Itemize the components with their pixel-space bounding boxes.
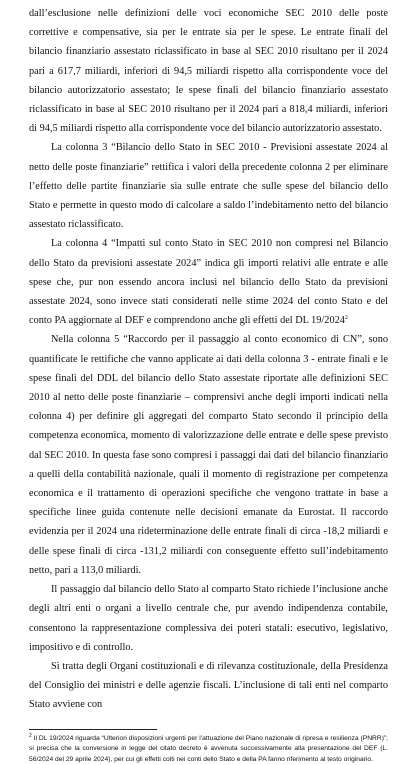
footnote-number: 2 xyxy=(29,732,32,739)
paragraph-3-text: La colonna 4 “Impatti sul conto Stato in SEC 2010 non compresi nel Bilancio dello Stato da previsioni assestate 2024” indica gli importi relativi alle entrate e alle spese che, pur non essendo ancora inclusi nel bilancio dello Stato da previsioni assestate 2024, sono invece stati considerati nelle stime 2024 del conto Stato e del conto PA aggiornate al DEF e comprendono anche gli effetti del DL 19/2024 xyxy=(29,238,388,327)
paragraph-2: La colonna 3 “Bilancio dello Stato in SEC 2010 - Previsioni assestate 2024 al netto delle poste finanziarie” rettifica i valori della precedente colonna 2 per eliminare l’effetto delle partite finanziarie sia sulle entrate che sulle spese del bilancio dello Stato e permette in questo modo di calcolare a saldo l’indebitamento netto del bilancio assestato riclassificato. xyxy=(29,142,388,231)
footnote xyxy=(29,734,388,765)
paragraph-3 xyxy=(29,234,388,330)
paragraph-1: dall’esclusione nelle definizioni delle voci economiche SEC 2010 delle poste correttive e compensative, sia per le entrate sia per le spese. Le entrate finali del bilancio finanziario assestato riclassificato in base al SEC 2010 risultano per il 2024 pari a 617,7 miliardi, inferiori di 94,5 miliardi rispetto alla corrispondente voce del bilancio autorizzatorio assestato; le spese finali del bilancio finanziario assestato riclassificato in base al SEC 2010 risultano per il 2024 pari a 818,4 miliardi, inferiori di 94,5 miliardi rispetto alla corrispondente voce del bilancio autorizzatorio assestato. xyxy=(29,8,388,135)
paragraph-4: Nella colonna 5 “Raccordo per il passaggio al conto economico di CN”, sono quantificate le rettifiche che vanno applicate ai dati della colonna 3 - entrate finali e le spese finali del DDL del bilancio dello Stato assestate riportate alle definizioni SEC 2010 al netto delle poste finanziarie – comprensivi anche degli importi indicati nella colonna 4) per definire gli aggregati del comparto Stato secondo il principio della competenza economica, momento di valorizzazione delle entrate e delle spese previsto dal SEC 2010. In questa fase sono compresi i passaggi dai dati del bilancio finanziario a quelli della contabilità nazionale, quali il momento di registrazione per competenza economica e il trattamento di operazioni specifiche che vengono trattate in base a specifiche linee guida contenute nelle decisioni emanate da Eurostat. Il raccordo evidenzia per il 2024 una rideterminazione delle entrate finali di circa -18,2 miliardi e delle spese finali di circa -131,2 miliardi con conseguente effetto sull’indebitamento netto, pari a 113,0 miliardi. xyxy=(29,334,388,576)
paragraph-5: Il passaggio dal bilancio dello Stato al comparto Stato richiede l’inclusione anche degli altri enti o organi a livello centrale che, pur avendo indipendenza contabile, consentono la rappresentazione complessiva dei poteri statali: esecutivo, legislativo, impositivo e di controllo. xyxy=(29,584,388,653)
footnote-text: Il DL 19/2024 riguarda “Ulteriori disposizioni urgenti per l’attuazione del Piano nazionale di ripresa e resilienza (PNRR)”; si precisa che la conversione in legge del citato decreto è avvenuta successivamente alla presentazione del DEF (L. 56/2024 del 29 aprile 2024), per cui gli effetti colti nei conti dello Stato e della PA fanno riferimento al testo originario. xyxy=(29,734,389,763)
footnote-divider xyxy=(29,729,157,730)
footnote-reference[interactable]: 2 xyxy=(344,315,348,322)
document-body xyxy=(29,4,388,715)
paragraph-6: Si tratta degli Organi costituzionali e di rilevanza costituzionale, della Presidenza del Consiglio dei ministri e delle agenzie fiscali. L’inclusione di tali enti nel comparto Stato avviene con xyxy=(29,660,388,711)
